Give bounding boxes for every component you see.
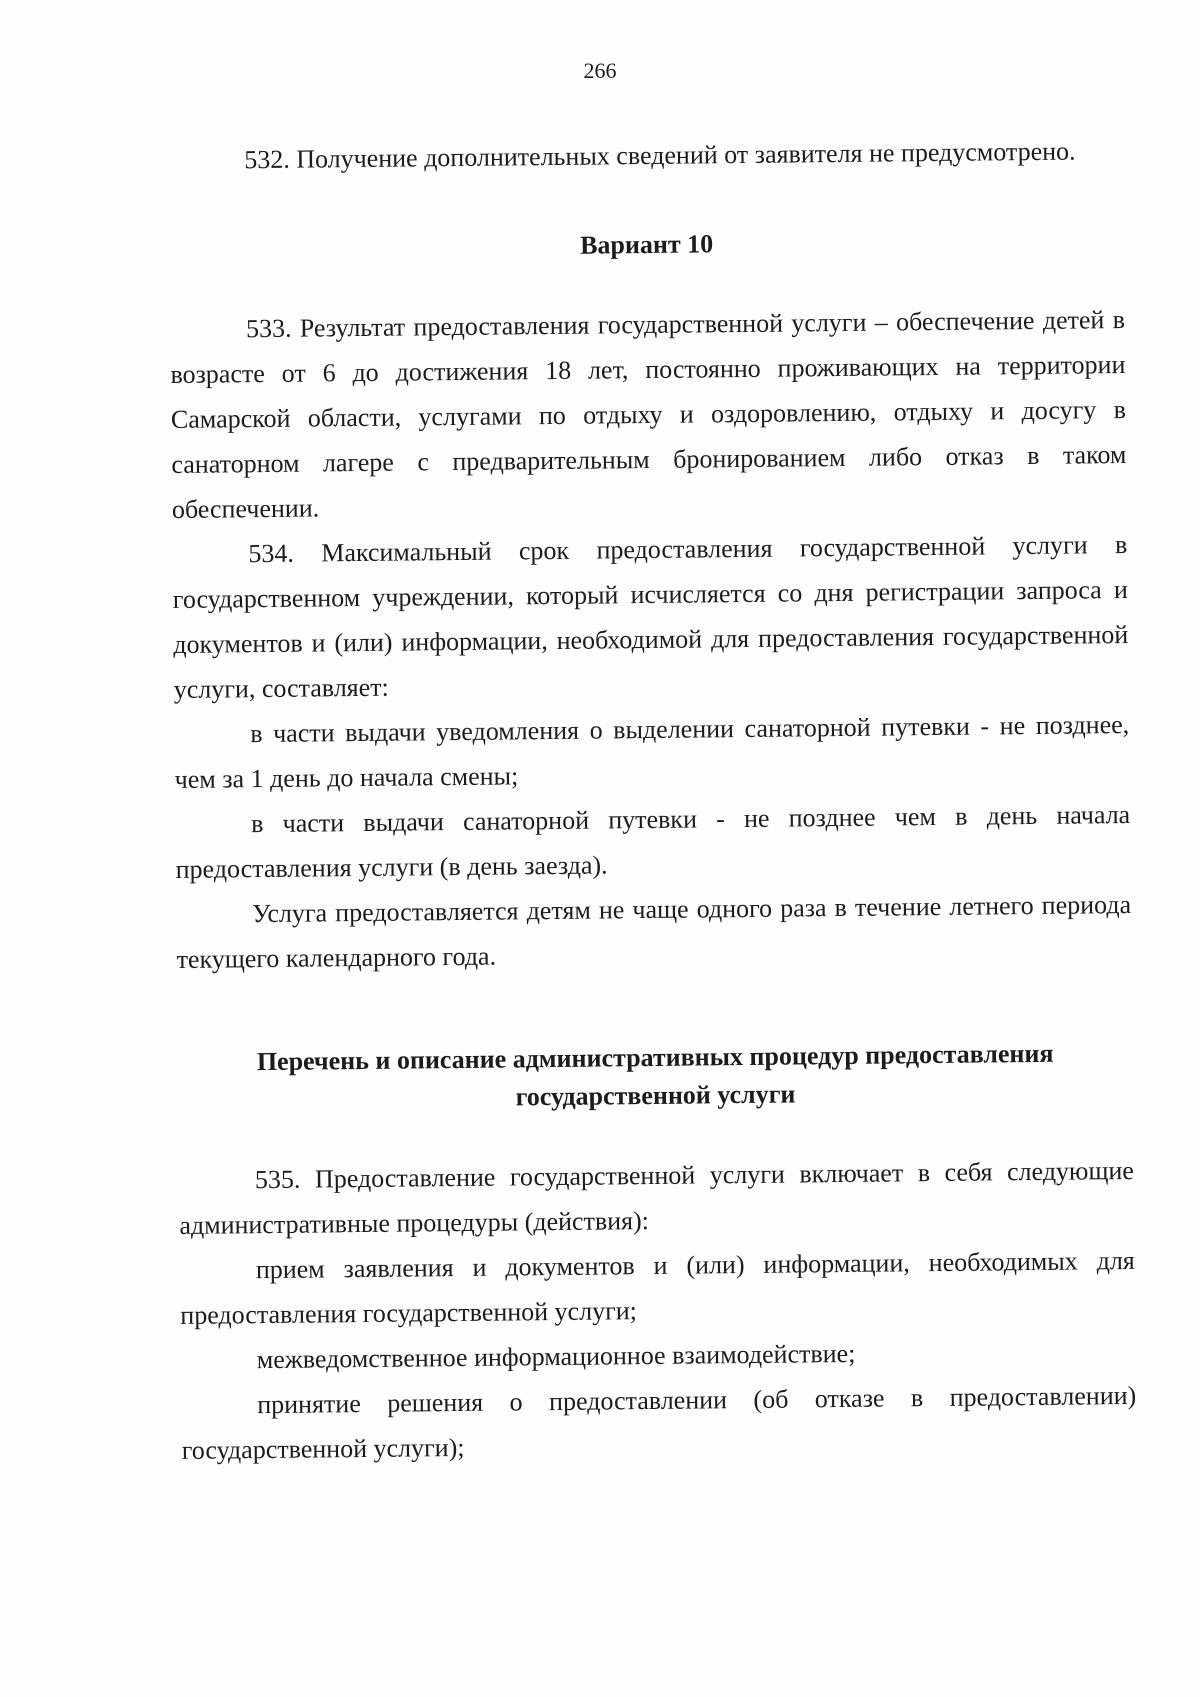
paragraph-frequency: Услуга предоставляется детям не чаще одного раза в течение летнего периода текущего календарного года. — [176, 889, 1132, 974]
section-heading-procedures: Перечень и описание административных процедур предоставления государственной услуги — [256, 1038, 1054, 1112]
paragraph-534: 534. Максимальный срок предоставления государственной услуги в государственном учреждении, который исчисляется со дня регистрации запроса и документов и (или) информации, необходимой для предоставления государственной услуги, составляет: — [172, 529, 1129, 704]
paragraph-procedure-reception: прием заявления и документов и (или) информации, необходимых для предоставления государственной услуги; — [180, 1245, 1135, 1330]
section-heading-variant: Вариант 10 — [579, 229, 714, 260]
paragraph-voucher-term: в части выдачи санаторной путевки - не позднее чем в день начала предоставления услуги (в день заезда). — [175, 799, 1131, 884]
document-body — [168, 128, 1137, 1473]
page-number: 266 — [583, 58, 617, 83]
spacer — [177, 972, 1133, 1044]
paragraph-532: 532. Получение дополнительных сведений от заявителя не предусмотрено. — [244, 136, 1076, 175]
paragraph-533: 533. Результат предоставления государственной услуги – обеспечение детей в возрасте от 6 до достижения 18 лет, постоянно проживающих на территории Самарской области, услугами по отдыху и оздоровлению, отдыху и досугу в санаторном лагере с предварительным бронированием либо отказ в таком обеспечении. — [170, 304, 1127, 524]
paragraph-procedure-interagency: межведомственное информационное взаимодействие; — [256, 1338, 856, 1375]
paragraph-notification-term: в части выдачи уведомления о выделении санаторной путевки - не позднее, чем за 1 день до начала смены; — [174, 709, 1130, 794]
paragraph-535: 535. Предоставление государственной услуги включает в себя следующие административные процедуры (действия): — [179, 1155, 1135, 1240]
paragraph-procedure-decision: принятие решения о предоставлении (об отказе в предоставлении) государственной услуги); — [181, 1380, 1137, 1465]
